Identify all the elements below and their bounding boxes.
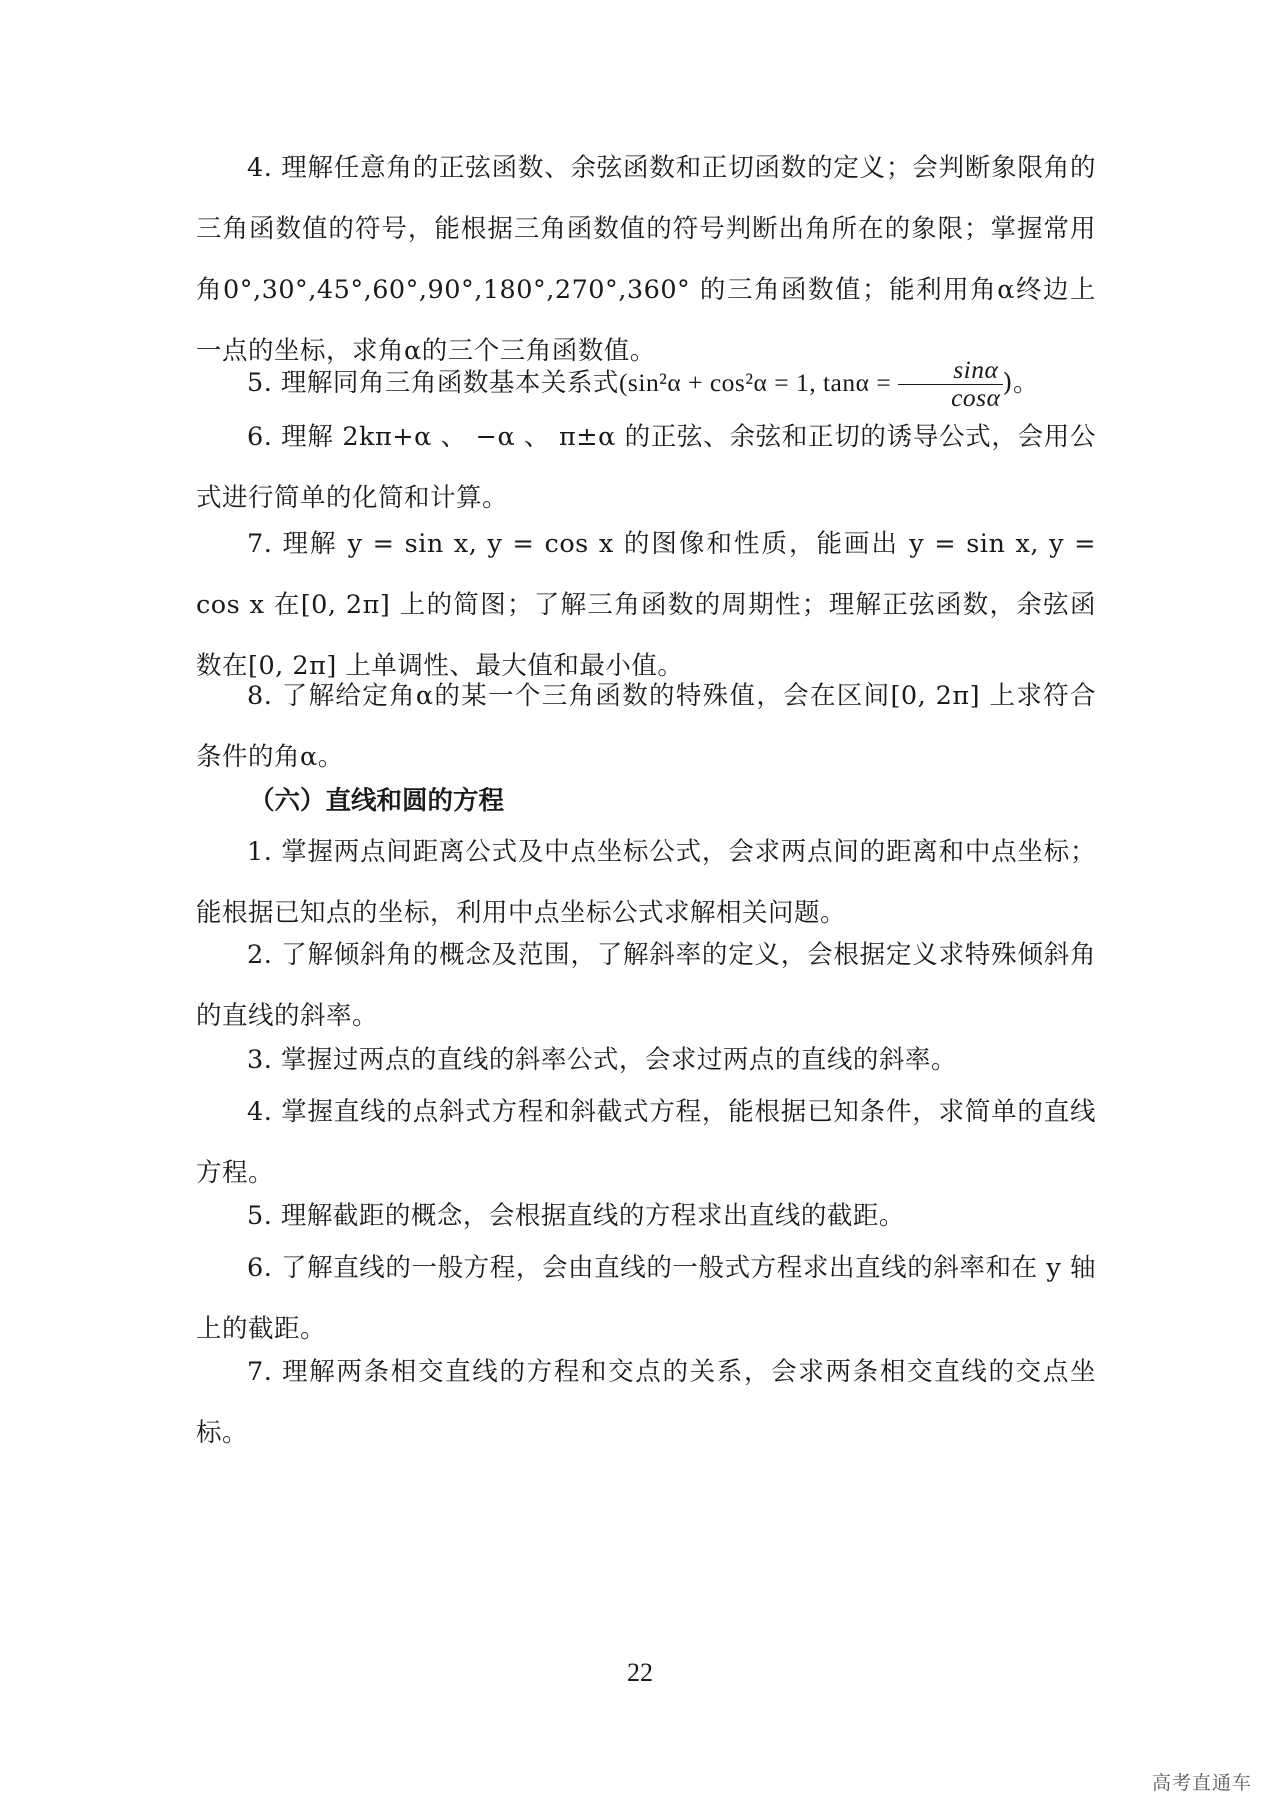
paragraph-special-values: 8. 了解给定角α的某一个三角函数的特殊值，会在区间[0, 2π] 上求符合条件的角α。 [196, 681, 1096, 772]
list-item-point-slope: 4. 掌握直线的点斜式方程和斜截式方程，能根据已知条件，求简单的直线方程。 [196, 1097, 1096, 1188]
paragraph-trig-identities-text: 5. 理解同角三角函数基本关系式 [247, 368, 619, 398]
identity-formula-end: )。 [1002, 368, 1039, 398]
tan-fraction [898, 354, 1002, 412]
tan-fraction-denominator: cosα [951, 382, 1001, 412]
identity-formula: (sin²α + cos²α = 1, tanα = [618, 368, 899, 397]
paragraph-trig-definitions: 4. 理解任意角的正弦函数、余弦函数和正切函数的定义；会判断象限角的三角函数值的符号，能根据三角函数值的符号判断出角所在的象限；掌握常用角0°,30°,45°,60°,90°,180°,270°,360° 的三角函数值；能利用角α终边上一点的坐标，求角α的三个三角函数值。 [196, 153, 1096, 366]
paragraph-sine-cosine-graphs: 7. 理解 y = sin x, y = cos x 的图像和性质，能画出 y = sin x, y = cos x 在[0, 2π] 上的简图；了解三角函数的周期性；理解正弦函数，余弦函数在[0, 2π] 上单调性、最大值和最小值。 [196, 529, 1096, 681]
watermark: 高考直通车 [1151, 1772, 1252, 1794]
list-item-intercept: 5. 理解截距的概念，会根据直线的方程求出直线的截距。 [247, 1201, 905, 1231]
list-item-slope-formula: 3. 掌握过两点的直线的斜率公式，会求过两点的直线的斜率。 [247, 1045, 957, 1075]
list-item-general-equation: 6. 了解直线的一般方程，会由直线的一般式方程求出直线的斜率和在 y 轴上的截距。 [196, 1253, 1096, 1344]
paragraph-induction-formulas: 6. 理解 2kπ+α 、 −α 、 π±α 的正弦、余弦和正切的诱导公式，会用公式进行简单的化简和计算。 [196, 422, 1096, 513]
list-item-intersection: 7. 理解两条相交直线的方程和交点的关系，会求两条相交直线的交点坐标。 [196, 1357, 1096, 1448]
paragraph-trig-identities [196, 352, 1096, 414]
list-item-distance-midpoint: 1. 掌握两点间距离公式及中点坐标公式，会求两点间的距离和中点坐标；能根据已知点的坐标，利用中点坐标公式求解相关问题。 [196, 837, 1096, 928]
section-heading-lines-circles: （六）直线和圆的方程 [249, 786, 505, 816]
tan-fraction-numerator: sinα [898, 357, 1002, 385]
page-number: 22 [627, 1658, 653, 1687]
list-item-inclination-slope: 2. 了解倾斜角的概念及范围，了解斜率的定义，会根据定义求特殊倾斜角的直线的斜率。 [196, 940, 1096, 1031]
